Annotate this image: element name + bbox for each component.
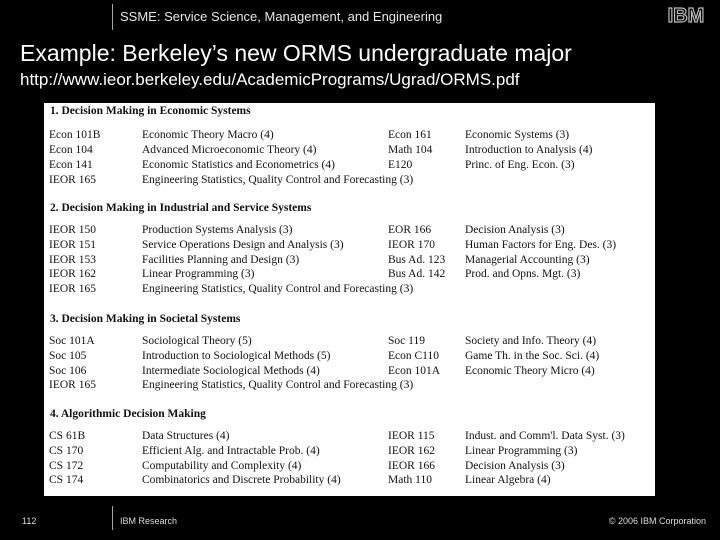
course-code: CS 61B (49, 430, 86, 442)
course-table-image (44, 103, 655, 496)
course-row (44, 445, 655, 460)
course-row (44, 430, 655, 445)
header-divider (112, 4, 113, 30)
header-bar (0, 0, 720, 34)
course-title: Human Factors for Eng. Des. (3) (465, 239, 617, 251)
course-title: Economic Statistics and Econometrics (4) (142, 159, 335, 171)
course-code: EOR 166 (388, 224, 432, 236)
footer-org: IBM Research (120, 516, 178, 526)
course-title: Economic Theory Micro (4) (465, 365, 595, 377)
slide-title: Example: Berkeley’s new ORMS undergraduate major (20, 40, 572, 66)
course-code: IEOR 162 (388, 445, 435, 457)
course-row (44, 239, 655, 254)
course-title: Decision Analysis (3) (465, 460, 565, 472)
course-row (44, 254, 655, 269)
course-row (44, 350, 655, 365)
course-code: CS 170 (49, 445, 84, 457)
course-title: Facilities Planning and Design (3) (142, 254, 300, 266)
course-row (44, 365, 655, 380)
course-row (44, 174, 655, 189)
course-code: Bus Ad. 142 (388, 268, 446, 280)
section-heading: 4. Algorithmic Decision Making (50, 408, 206, 420)
course-code: IEOR 150 (49, 224, 96, 236)
course-title: Efficient Alg. and Intractable Prob. (4) (142, 445, 320, 457)
section-heading: 3. Decision Making in Societal Systems (50, 313, 241, 325)
course-row (44, 224, 655, 239)
section-heading: 1. Decision Making in Economic Systems (50, 105, 251, 117)
course-title: Game Th. in the Soc. Sci. (4) (465, 350, 600, 362)
course-code: Econ 104 (49, 144, 93, 156)
course-code: IEOR 115 (388, 430, 435, 442)
course-title: Engineering Statistics, Quality Control and Forecasting (3) (142, 283, 414, 295)
course-title: Economic Systems (3) (465, 129, 570, 141)
course-code: IEOR 165 (49, 379, 96, 391)
section-heading: 2. Decision Making in Industrial and Service Systems (50, 202, 312, 214)
course-title: Princ. of Eng. Econ. (3) (465, 159, 575, 171)
course-title: Sociological Theory (5) (142, 335, 252, 347)
course-title: Linear Programming (3) (142, 268, 255, 280)
course-code: Econ 161 (388, 129, 432, 141)
header-title: SSME: Service Science, Management, and Engineering (120, 9, 443, 24)
course-row (44, 460, 655, 475)
slide-url: http://www.ieor.berkeley.edu/AcademicPrograms/Ugrad/ORMS.pdf (20, 70, 520, 89)
course-title: Advanced Microeconomic Theory (4) (142, 144, 317, 156)
course-title: Indust. and Comm'l. Data Syst. (3) (465, 430, 625, 442)
course-code: IEOR 165 (49, 283, 96, 295)
course-code: IEOR 151 (49, 239, 96, 251)
svg-text:IBM: IBM (667, 5, 705, 26)
course-title: Engineering Statistics, Quality Control and Forecasting (3) (142, 174, 414, 186)
course-row (44, 129, 655, 144)
course-row (44, 144, 655, 159)
course-code: Bus Ad. 123 (388, 254, 446, 266)
footer-divider (112, 506, 113, 530)
course-title: Introduction to Analysis (4) (465, 144, 593, 156)
course-code: Soc 106 (49, 365, 87, 377)
course-title: Managerial Accounting (3) (465, 254, 590, 266)
course-code: IEOR 162 (49, 268, 96, 280)
course-title: Economic Theory Macro (4) (142, 129, 274, 141)
ibm-logo (660, 4, 712, 26)
course-title: Engineering Statistics, Quality Control and Forecasting (3) (142, 379, 414, 391)
course-code: Econ 101B (49, 129, 101, 141)
course-row (44, 474, 655, 489)
course-code: Econ C110 (388, 350, 439, 362)
course-code: IEOR 165 (49, 174, 96, 186)
course-row (44, 159, 655, 174)
course-code: CS 174 (49, 474, 84, 486)
course-title: Service Operations Design and Analysis (3) (142, 239, 344, 251)
course-row (44, 283, 655, 298)
footer-copyright: © 2006 IBM Corporation (608, 516, 706, 526)
course-title: Intermediate Sociological Methods (4) (142, 365, 320, 377)
course-title: Linear Algebra (4) (465, 474, 551, 486)
course-title: Prod. and Opns. Mgt. (3) (465, 268, 581, 280)
course-row (44, 268, 655, 283)
course-title: Data Structures (4) (142, 430, 230, 442)
course-title: Combinatorics and Discrete Probability (4) (142, 474, 341, 486)
course-title: Introduction to Sociological Methods (5) (142, 350, 331, 362)
course-code: Econ 141 (49, 159, 93, 171)
course-code: CS 172 (49, 460, 84, 472)
course-code: E120 (388, 159, 413, 171)
course-title: Computability and Complexity (4) (142, 460, 302, 472)
course-code: Math 104 (388, 144, 433, 156)
course-code: Econ 101A (388, 365, 441, 377)
course-title: Production Systems Analysis (3) (142, 224, 293, 236)
course-code: IEOR 166 (388, 460, 435, 472)
course-code: Soc 119 (388, 335, 425, 347)
course-title: Linear Programming (3) (465, 445, 578, 457)
course-code: Soc 105 (49, 350, 87, 362)
course-code: Soc 101A (49, 335, 95, 347)
course-code: Math 110 (388, 474, 432, 486)
course-title: Society and Info. Theory (4) (465, 335, 597, 347)
course-row (44, 335, 655, 350)
course-code: IEOR 170 (388, 239, 435, 251)
page-number: 112 (22, 516, 37, 526)
course-code: IEOR 153 (49, 254, 96, 266)
course-row (44, 379, 655, 394)
course-title: Decision Analysis (3) (465, 224, 565, 236)
